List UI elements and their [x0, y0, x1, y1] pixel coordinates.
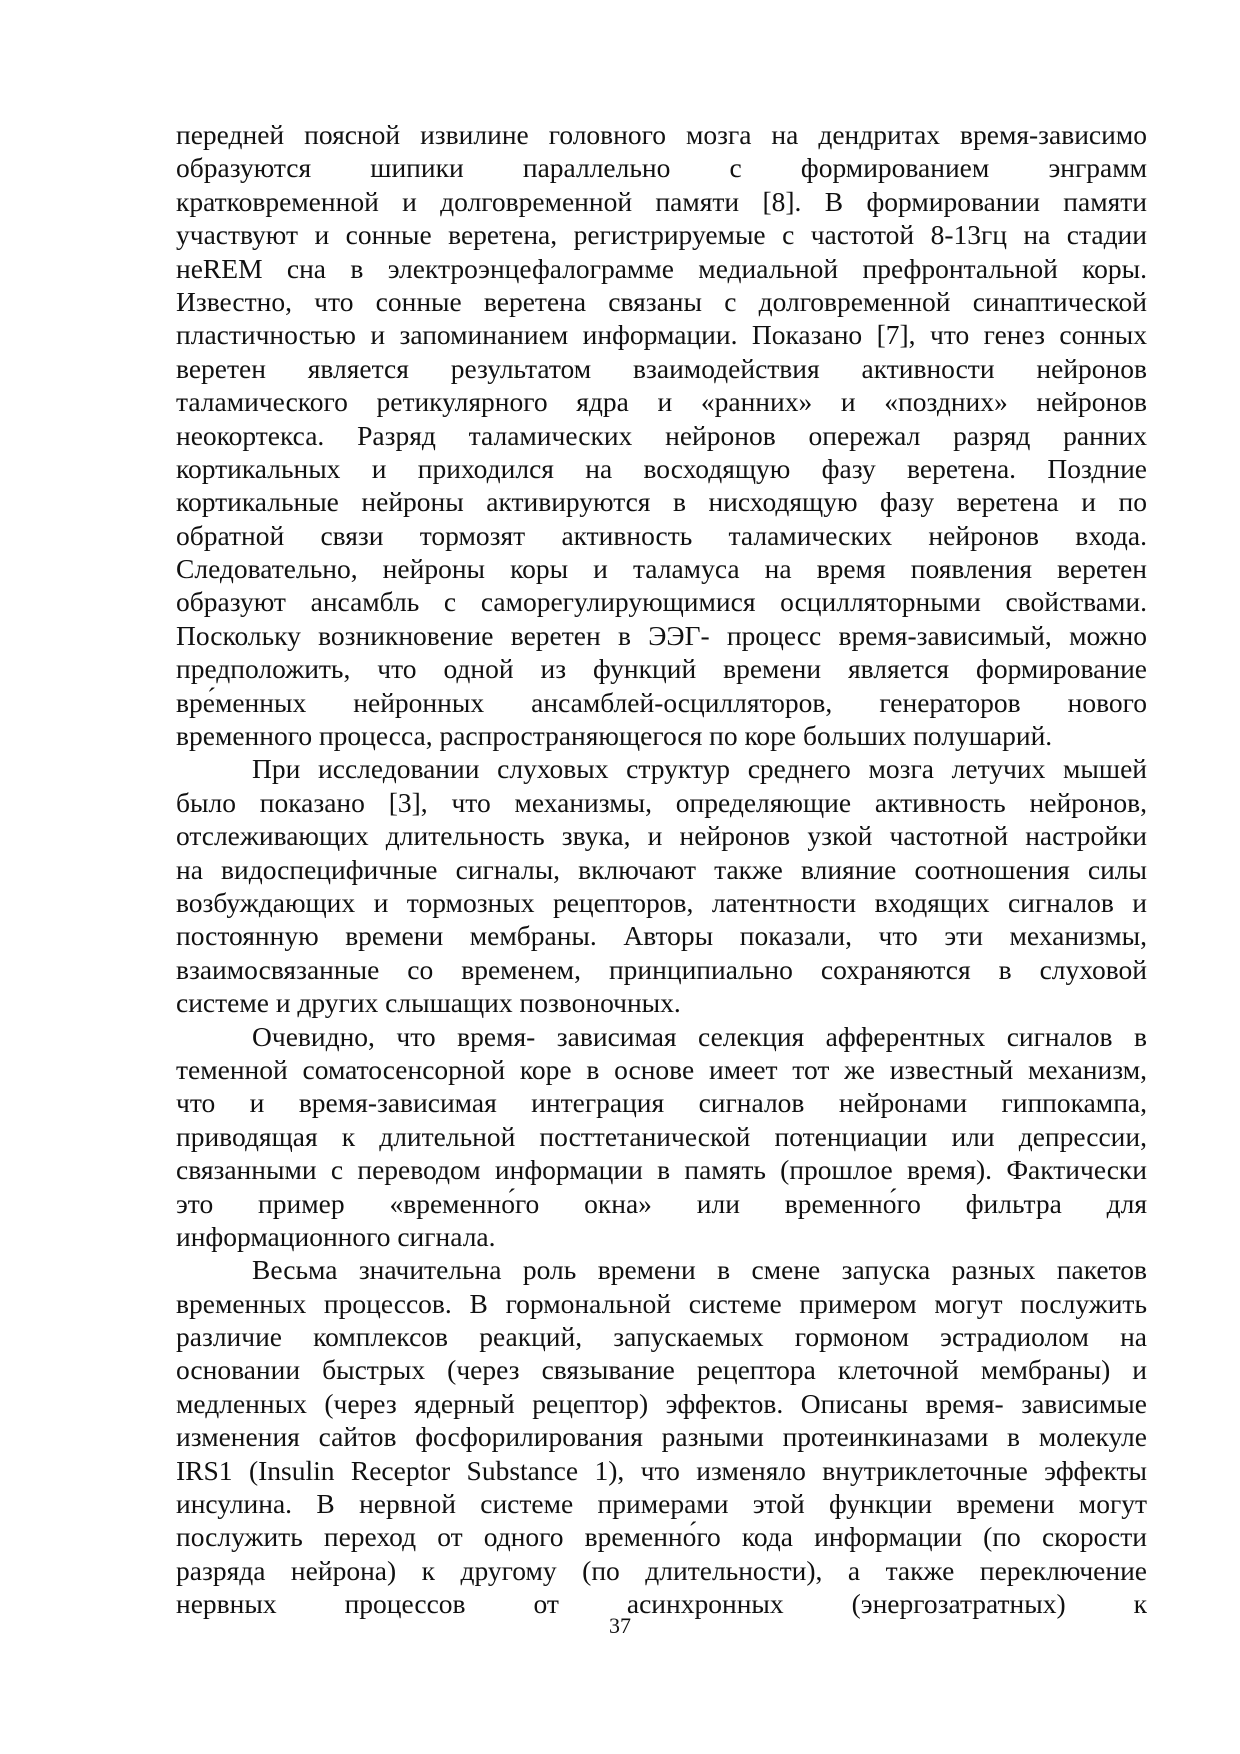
paragraph-3 [176, 1020, 1147, 1254]
text-line: изменения сайтов фосфорилирования разными протеинкиназами в молекуле [176, 1421, 1147, 1453]
text-line: образуются шипики параллельно с формированием энграмм [176, 152, 1147, 184]
text-line: приводящая к длительной посттетанической потенциации или депрессии, [176, 1120, 1147, 1152]
paragraph-1 [176, 118, 1147, 752]
text-line: системе и других слышащих позвоночных. [176, 987, 681, 1019]
text-line: теменной соматосенсорной коре в основе имеет тот же известный механизм, [176, 1053, 1147, 1085]
text-line: это пример «временно́го окна» или временно́го фильтра для [176, 1187, 1147, 1219]
text-line: что и время-зависимая интеграция сигналов нейронами гиппокампа, [176, 1087, 1147, 1119]
text-line: вре́менных нейронных ансамблей-осцилляторов, генераторов нового [176, 686, 1147, 718]
text-line: инсулина. В нервной системе примерами этой функции времени могут [176, 1488, 1147, 1520]
page-number: 37 [609, 1613, 631, 1638]
text-line: участвуют и сонные веретена, регистрируемые с частотой 8-13гц на стадии [176, 219, 1147, 251]
text-line: кортикальные нейроны активируются в нисходящую фазу веретена и по [176, 486, 1147, 518]
text-line: Очевидно, что время- зависимая селекция афферентных сигналов в [252, 1020, 1147, 1052]
text-line: медленных (через ядерный рецептор) эффектов. Описаны время- зависимые [176, 1387, 1147, 1419]
text-line: различие комплексов реакций, запускаемых гормоном эстрадиолом на [176, 1321, 1147, 1353]
text-line: При исследовании слуховых структур среднего мозга летучих мышей [252, 753, 1147, 785]
text-line: разряда нейрона) к другому (по длительности), а также переключение [176, 1554, 1147, 1586]
text-line: пластичностью и запоминанием информации. Показано [7], что генез сонных [176, 319, 1147, 351]
text-line: таламического ретикулярного ядра и «ранних» и «поздних» нейронов [176, 386, 1147, 418]
text-line: образуют ансамбль с саморегулирующимися осцилляторными свойствами. [176, 586, 1147, 618]
text-line: неокортекса. Разряд таламических нейронов опережал разряд ранних [176, 419, 1147, 451]
text-line: возбуждающих и тормозных рецепторов, латентности входящих сигналов и [176, 886, 1147, 918]
text-line: послужить переход от одного временно́го кода информации (по скорости [176, 1521, 1147, 1553]
text-line: связанными с переводом информации в память (прошлое время). Фактически [176, 1154, 1147, 1186]
text-line: кортикальных и приходился на восходящую фазу веретена. Поздние [176, 452, 1147, 484]
text-line: постоянную времени мембраны. Авторы показали, что эти механизмы, [176, 920, 1147, 952]
text-line: Весьма значительна роль времени в смене запуска разных пакетов [252, 1254, 1147, 1286]
text-line: Поскольку возникновение веретен в ЭЭГ- процесс время-зависимый, можно [176, 619, 1147, 651]
body-text [176, 118, 1147, 1621]
text-line: неREM сна в электроэнцефалограмме медиальной префронтальной коры. [176, 252, 1147, 284]
text-line: IRS1 (Insulin Receptor Substance 1), что изменяло внутриклеточные эффекты [176, 1454, 1147, 1486]
text-line: обратной связи тормозят активность таламических нейронов входа. [176, 519, 1147, 551]
paragraph-2 [176, 752, 1147, 1019]
text-line: основании быстрых (через связывание рецептора клеточной мембраны) и [176, 1354, 1147, 1386]
text-line: отслеживающих длительность звука, и нейронов узкой частотной настройки [176, 820, 1147, 852]
text-line: информационного сигнала. [176, 1220, 496, 1252]
paragraph-4 [176, 1253, 1147, 1620]
text-line: Следовательно, нейроны коры и таламуса на время появления веретен [176, 553, 1147, 585]
text-line: веретен является результатом взаимодействия активности нейронов [176, 352, 1147, 384]
text-line: нервных процессов от асинхронных (энергозатратных) к [176, 1588, 1147, 1620]
text-line: взаимосвязанные со временем, принципиально сохраняются в слуховой [176, 953, 1147, 985]
text-line: кратковременной и долговременной памяти [8]. В формировании памяти [176, 185, 1147, 217]
text-line: временного процесса, распространяющегося по коре больших полушарий. [176, 720, 1053, 752]
text-line: на видоспецифичные сигналы, включают также влияние соотношения силы [176, 853, 1147, 885]
text-line: предположить, что одной из функций времени является формирование [176, 653, 1147, 685]
text-line: Известно, что сонные веретена связаны с долговременной синаптической [176, 285, 1147, 317]
text-line: временных процессов. В гормональной системе примером могут послужить [176, 1287, 1147, 1319]
text-line: передней поясной извилине головного мозга на дендритах время-зависимо [176, 119, 1147, 150]
text-line: было показано [3], что механизмы, определяющие активность нейронов, [176, 786, 1147, 818]
